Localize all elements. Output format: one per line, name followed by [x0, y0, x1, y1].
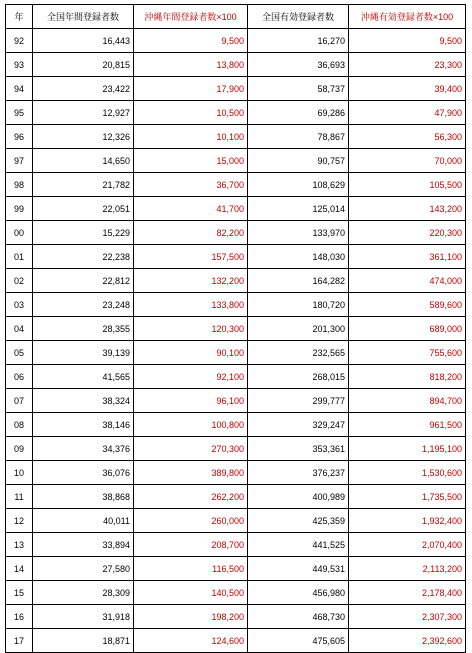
table-row	[6, 557, 466, 581]
cell-year: 97	[6, 149, 33, 173]
cell-year: 02	[6, 269, 33, 293]
cell-national-annual: 22,238	[33, 245, 134, 269]
table-row	[6, 269, 466, 293]
cell-okinawa-annual: 116,500	[134, 557, 248, 581]
cell-year: 15	[6, 581, 33, 605]
cell-okinawa-active: 961,500	[349, 413, 466, 437]
table-row	[6, 29, 466, 53]
cell-year: 05	[6, 341, 33, 365]
cell-okinawa-annual: 100,800	[134, 413, 248, 437]
cell-national-annual: 31,918	[33, 605, 134, 629]
cell-national-active: 468,730	[248, 605, 349, 629]
header-national-active: 全国有効登録者数	[248, 5, 349, 29]
cell-national-active: 400,989	[248, 485, 349, 509]
cell-okinawa-annual: 140,500	[134, 581, 248, 605]
cell-national-active: 475,605	[248, 629, 349, 653]
table-row	[6, 437, 466, 461]
cell-national-annual: 40,011	[33, 509, 134, 533]
cell-year: 11	[6, 485, 33, 509]
cell-okinawa-annual: 10,100	[134, 125, 248, 149]
cell-okinawa-annual: 260,000	[134, 509, 248, 533]
cell-year: 94	[6, 77, 33, 101]
cell-national-active: 148,030	[248, 245, 349, 269]
cell-okinawa-active: 39,400	[349, 77, 466, 101]
cell-national-annual: 38,146	[33, 413, 134, 437]
cell-year: 99	[6, 197, 33, 221]
cell-okinawa-active: 1,195,100	[349, 437, 466, 461]
cell-year: 96	[6, 125, 33, 149]
table-row	[6, 77, 466, 101]
cell-okinawa-active: 755,600	[349, 341, 466, 365]
table-row	[6, 389, 466, 413]
table-row	[6, 101, 466, 125]
header-national-annual: 全国年間登録者数	[33, 5, 134, 29]
cell-national-active: 90,757	[248, 149, 349, 173]
cell-okinawa-annual: 270,300	[134, 437, 248, 461]
cell-year: 00	[6, 221, 33, 245]
cell-national-active: 268,015	[248, 365, 349, 389]
cell-national-active: 78,867	[248, 125, 349, 149]
cell-national-annual: 22,812	[33, 269, 134, 293]
cell-okinawa-annual: 262,200	[134, 485, 248, 509]
cell-okinawa-annual: 208,700	[134, 533, 248, 557]
registration-table	[5, 4, 466, 653]
cell-national-active: 456,980	[248, 581, 349, 605]
cell-national-active: 353,361	[248, 437, 349, 461]
cell-okinawa-annual: 92,100	[134, 365, 248, 389]
table-row	[6, 221, 466, 245]
cell-national-active: 16,270	[248, 29, 349, 53]
cell-national-annual: 38,868	[33, 485, 134, 509]
cell-okinawa-active: 47,900	[349, 101, 466, 125]
cell-okinawa-active: 2,307,300	[349, 605, 466, 629]
table-row	[6, 317, 466, 341]
cell-national-active: 36,693	[248, 53, 349, 77]
table-row	[6, 581, 466, 605]
table-row	[6, 197, 466, 221]
cell-okinawa-active: 2,392,600	[349, 629, 466, 653]
cell-national-active: 69,286	[248, 101, 349, 125]
cell-okinawa-active: 1,735,500	[349, 485, 466, 509]
cell-year: 07	[6, 389, 33, 413]
cell-okinawa-annual: 82,200	[134, 221, 248, 245]
cell-national-annual: 21,782	[33, 173, 134, 197]
cell-national-annual: 23,248	[33, 293, 134, 317]
cell-okinawa-active: 1,932,400	[349, 509, 466, 533]
cell-okinawa-active: 2,113,200	[349, 557, 466, 581]
cell-national-annual: 12,326	[33, 125, 134, 149]
cell-national-active: 108,629	[248, 173, 349, 197]
cell-okinawa-active: 9,500	[349, 29, 466, 53]
cell-year: 16	[6, 605, 33, 629]
cell-okinawa-annual: 133,800	[134, 293, 248, 317]
cell-okinawa-annual: 15,000	[134, 149, 248, 173]
table-row	[6, 533, 466, 557]
header-row	[6, 5, 466, 29]
cell-year: 98	[6, 173, 33, 197]
cell-year: 13	[6, 533, 33, 557]
table-row	[6, 605, 466, 629]
cell-national-active: 299,777	[248, 389, 349, 413]
cell-national-active: 441,525	[248, 533, 349, 557]
table-row	[6, 341, 466, 365]
cell-okinawa-annual: 10,500	[134, 101, 248, 125]
cell-national-annual: 41,565	[33, 365, 134, 389]
cell-okinawa-active: 70,000	[349, 149, 466, 173]
cell-national-active: 449,531	[248, 557, 349, 581]
cell-year: 92	[6, 29, 33, 53]
cell-year: 95	[6, 101, 33, 125]
cell-okinawa-active: 818,200	[349, 365, 466, 389]
cell-national-annual: 14,650	[33, 149, 134, 173]
cell-national-active: 232,565	[248, 341, 349, 365]
table-row	[6, 413, 466, 437]
cell-national-annual: 28,355	[33, 317, 134, 341]
cell-year: 14	[6, 557, 33, 581]
cell-year: 04	[6, 317, 33, 341]
cell-okinawa-annual: 90,100	[134, 341, 248, 365]
cell-national-active: 376,237	[248, 461, 349, 485]
cell-year: 09	[6, 437, 33, 461]
cell-okinawa-active: 474,000	[349, 269, 466, 293]
cell-year: 08	[6, 413, 33, 437]
cell-okinawa-annual: 36,700	[134, 173, 248, 197]
cell-okinawa-active: 23,300	[349, 53, 466, 77]
cell-okinawa-active: 1,530,600	[349, 461, 466, 485]
cell-national-annual: 16,443	[33, 29, 134, 53]
cell-okinawa-annual: 41,700	[134, 197, 248, 221]
table-row	[6, 149, 466, 173]
table-row	[6, 461, 466, 485]
cell-year: 06	[6, 365, 33, 389]
cell-national-active: 58,737	[248, 77, 349, 101]
cell-national-active: 201,300	[248, 317, 349, 341]
table-container	[5, 4, 466, 653]
header-okinawa-annual: 沖縄年間登録者数×100	[134, 5, 248, 29]
cell-okinawa-annual: 157,500	[134, 245, 248, 269]
cell-national-annual: 33,894	[33, 533, 134, 557]
table-row	[6, 485, 466, 509]
cell-okinawa-active: 105,500	[349, 173, 466, 197]
cell-okinawa-active: 220,300	[349, 221, 466, 245]
cell-national-active: 125,014	[248, 197, 349, 221]
cell-national-annual: 12,927	[33, 101, 134, 125]
table-row	[6, 173, 466, 197]
cell-national-active: 425,359	[248, 509, 349, 533]
cell-year: 10	[6, 461, 33, 485]
cell-okinawa-annual: 120,300	[134, 317, 248, 341]
cell-national-active: 180,720	[248, 293, 349, 317]
cell-okinawa-active: 361,100	[349, 245, 466, 269]
cell-okinawa-active: 2,070,400	[349, 533, 466, 557]
table-row	[6, 53, 466, 77]
cell-okinawa-active: 56,300	[349, 125, 466, 149]
cell-okinawa-annual: 124,600	[134, 629, 248, 653]
cell-okinawa-annual: 198,200	[134, 605, 248, 629]
cell-national-annual: 27,580	[33, 557, 134, 581]
header-year: 年	[6, 5, 33, 29]
cell-national-active: 164,282	[248, 269, 349, 293]
cell-year: 03	[6, 293, 33, 317]
cell-national-annual: 23,422	[33, 77, 134, 101]
cell-national-annual: 18,871	[33, 629, 134, 653]
cell-national-annual: 39,139	[33, 341, 134, 365]
cell-okinawa-annual: 96,100	[134, 389, 248, 413]
table-row	[6, 245, 466, 269]
cell-okinawa-active: 589,600	[349, 293, 466, 317]
cell-okinawa-active: 894,700	[349, 389, 466, 413]
cell-okinawa-annual: 9,500	[134, 29, 248, 53]
table-row	[6, 509, 466, 533]
cell-national-annual: 36,076	[33, 461, 134, 485]
cell-national-annual: 34,376	[33, 437, 134, 461]
header-okinawa-active: 沖縄有効登録者数×100	[349, 5, 466, 29]
cell-okinawa-annual: 13,800	[134, 53, 248, 77]
cell-national-annual: 20,815	[33, 53, 134, 77]
cell-national-active: 329,247	[248, 413, 349, 437]
table-row	[6, 293, 466, 317]
cell-national-annual: 38,324	[33, 389, 134, 413]
table-body	[6, 29, 466, 653]
cell-national-annual: 28,309	[33, 581, 134, 605]
cell-okinawa-active: 143,200	[349, 197, 466, 221]
table-row	[6, 125, 466, 149]
cell-okinawa-active: 689,000	[349, 317, 466, 341]
cell-national-annual: 22,051	[33, 197, 134, 221]
table-row	[6, 629, 466, 653]
cell-okinawa-annual: 17,900	[134, 77, 248, 101]
table-row	[6, 365, 466, 389]
cell-year: 17	[6, 629, 33, 653]
cell-national-annual: 15,229	[33, 221, 134, 245]
cell-year: 93	[6, 53, 33, 77]
cell-okinawa-active: 2,178,400	[349, 581, 466, 605]
cell-okinawa-annual: 389,800	[134, 461, 248, 485]
cell-year: 12	[6, 509, 33, 533]
cell-okinawa-annual: 132,200	[134, 269, 248, 293]
cell-year: 01	[6, 245, 33, 269]
cell-national-active: 133,970	[248, 221, 349, 245]
